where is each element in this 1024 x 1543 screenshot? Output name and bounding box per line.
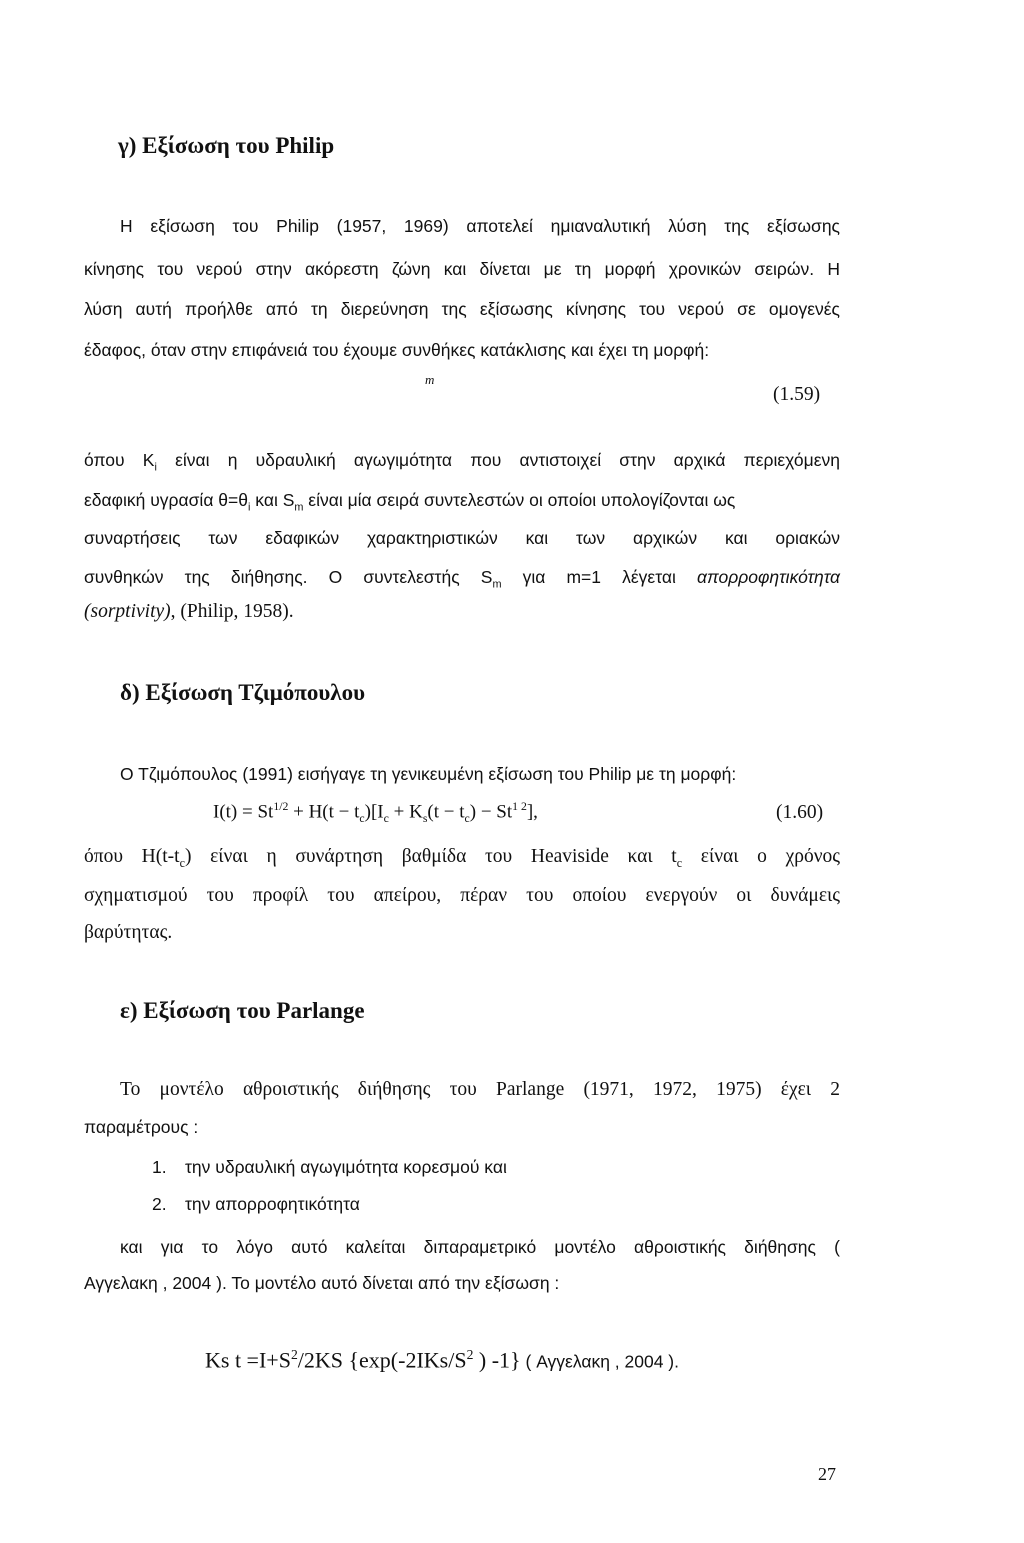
equation-number: (1.59) [773,384,821,405]
paragraph-line: (sorptivity), (Philip, 1958). [84,601,294,622]
paragraph-line: συνθηκών της διήθησης. Ο συντελεστής $S_m$ για m=1 λέγεται απορροφητικότητα [84,567,840,591]
paragraph-line: σχηματισμού του προφίλ του απείρου, πέραν του οποίου ενεργούν οι δυνάμεις [84,885,840,906]
paragraph-line: όπου $K_i$ είναι η υδραυλική αγωγιμότητα που αντιστοιχεί στην αρχικά περιεχόμενη [84,450,840,474]
paragraph-line: Η εξίσωση του Philip (1957, 1969) αποτελεί ημιαναλυτική λύση της εξίσωσης [120,216,840,236]
paragraph-line: Το μοντέλο αθροιστικής διήθησης του Parlange (1971, 1972, 1975) έχει 2 [120,1079,840,1100]
paragraph-line: παραμέτρους : [84,1117,199,1137]
section-heading-philip: γ) Εξίσωση του Philip [118,133,335,158]
equation-tzimopoulos: $I(t) = St^{1/2} + H(t - t_c)[I_c + K_s(t - t_c) - St^{1 2}]$, [213,800,538,826]
paragraph-line: Αγγελακη , 2004 ). Το μοντέλο αυτό δίνεται από την εξίσωση : [84,1273,560,1293]
paragraph-line: όπου $H(t-t_c)$ είναι η συνάρτηση βαθμίδα του Heaviside και $t_c$ είναι ο χρόνος [84,846,841,870]
paragraph-line: έδαφος, όταν στην επιφάνειά του έχουμε συνθήκες κατάκλισης και έχει τη μορφή: [84,340,710,360]
equation-parlange: Ks $t =I+S^2/2KS$ {$\exp(-2IKs/S^2$ ) -1} ( Αγγελακη , 2004 ). [205,1347,680,1373]
paragraph-line: Ο Τζιμόπουλος (1991) εισήγαγε τη γενικευμένη εξίσωση του Philip με τη μορφή: [120,764,737,784]
list-item: 1. [152,1157,167,1177]
equation-reference: ( Αγγελακη , 2004 ). [525,1351,680,1372]
paragraph-line: κίνησης του νερού στην ακόρεστη ζώνη και δίνεται με τη μορφή χρονικών σειρών. Η [84,259,840,279]
list-item-text: την υδραυλική αγωγιμότητα κορεσμού και [185,1157,507,1177]
equation-fragment: m [425,372,435,387]
equation-number: (1.60) [776,802,824,823]
paragraph-line: συναρτήσεις των εδαφικών χαρακτηριστικών και των αρχικών και οριακών [84,528,840,548]
paragraph-line: και για το λόγο αυτό καλείται διπαραμετρικό μοντέλο αθροιστικής διήθησης ( [120,1237,840,1257]
section-heading-parlange: ε) Εξίσωση του Parlange [120,998,365,1023]
paragraph-line: εδαφική υγρασία $\theta=\theta_i$ και $S_m$ είναι μία σειρά συντελεστών οι οποίοι υπολογίζονται ως [84,490,736,514]
section-heading-tzimopoulos: δ) Εξίσωση Τζιμόπουλου [120,680,366,705]
list-item-text: την απορροφητικότητα [185,1194,360,1214]
page-number: 27 [818,1464,836,1484]
paragraph-line: λύση αυτή προήλθε από τη διερεύνηση της εξίσωσης κίνησης του νερού σε ομογενές [84,299,840,319]
list-item: 2. [152,1194,167,1214]
paragraph-line: βαρύτητας. [84,922,173,943]
